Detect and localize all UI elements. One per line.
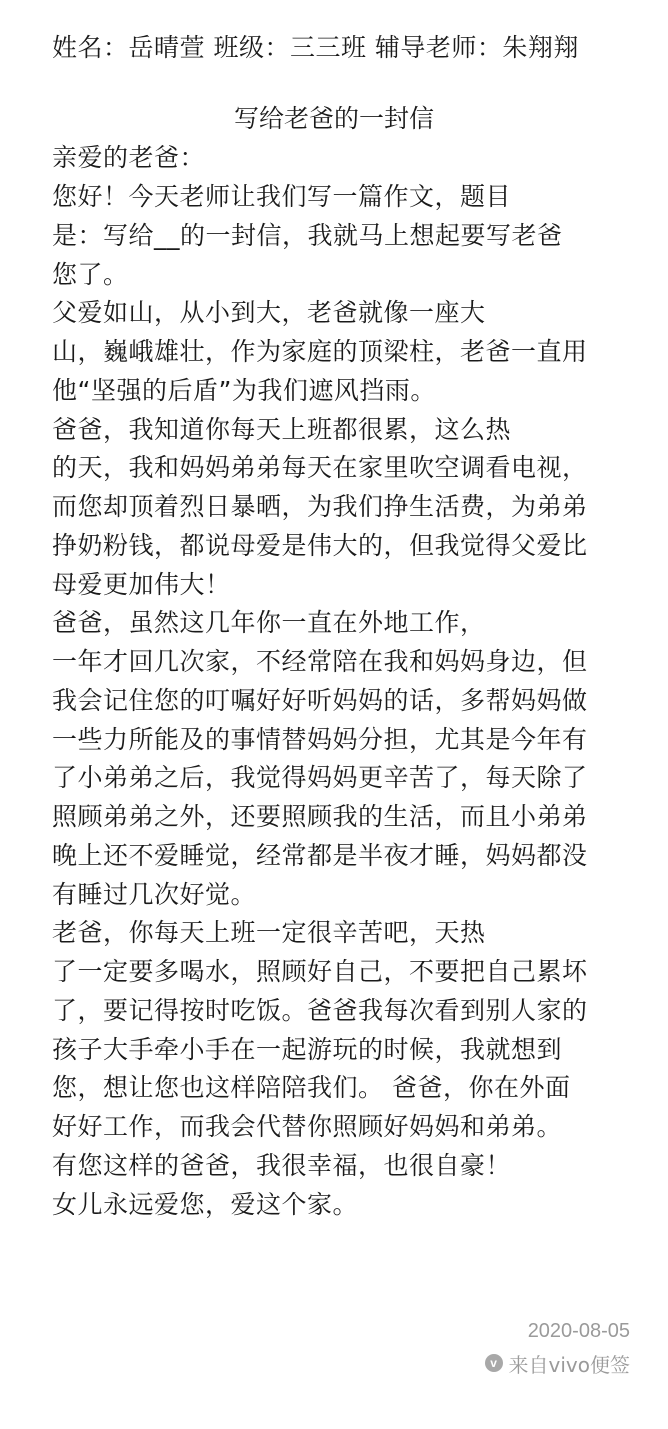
letter-line: 您好！今天老师让我们写一篇作文，题目 [52, 182, 512, 211]
letter-line: 爸爸，虽然这几年你一直在外地工作， [52, 608, 486, 637]
letter-line: 有睡过几次好觉。 [52, 880, 257, 909]
letter-line: 的天，我和妈妈弟弟每天在家里吹空调看电视， [52, 453, 588, 482]
letter-line: 一年才回几次家，不经常陪在我和妈妈身边，但 [52, 647, 588, 676]
letter-line: 了，要记得按时吃饭。爸爸我每次看到别人家的 [52, 996, 588, 1025]
vivo-logo-icon: v [485, 1354, 503, 1372]
note-source [485, 1350, 630, 1376]
letter-line: 您，想让您也这样陪陪我们。 爸爸，你在外面 [52, 1073, 571, 1102]
letter-title: 写给老爸的一封信 [233, 104, 434, 133]
letter-line: 您了。 [52, 260, 129, 289]
note-date: 2020-08-05 [527, 1320, 630, 1342]
letter-line: 父爱如山，从小到大，老爸就像一座大 [52, 298, 486, 327]
student-info-line: 姓名：岳晴萱 班级：三三班 辅导老师：朱翔翔 [52, 33, 579, 62]
letter-line: 老爸，你每天上班一定很辛苦吧，天热 [52, 918, 486, 947]
letter-line: 有您这样的爸爸，我很幸福，也很自豪！ [52, 1151, 512, 1180]
letter-line: 晚上还不爱睡觉，经常都是半夜才睡，妈妈都没 [52, 841, 588, 870]
letter-line: 一些力所能及的事情替妈妈分担，尤其是今年有 [52, 725, 588, 754]
letter-line: 挣奶粉钱，都说母爱是伟大的，但我觉得父爱比 [52, 531, 588, 560]
letter-line: 了小弟弟之后，我觉得妈妈更辛苦了，每天除了 [52, 763, 588, 792]
note-source-label: 来自vivo便签 [508, 1352, 630, 1377]
letter-line: 爸爸，我知道你每天上班都很累，这么热 [52, 415, 512, 444]
letter-line: 好好工作，而我会代替你照顾好妈妈和弟弟。 [52, 1112, 563, 1141]
letter-line: 孩子大手牵小手在一起游玩的时候，我就想到 [52, 1035, 563, 1064]
letter-salutation: 亲爱的老爸： [52, 143, 206, 172]
letter-line: 他“坚强的后盾”为我们遮风挡雨。 [52, 376, 436, 405]
letter-line: 了一定要多喝水，照顾好自己，不要把自己累坏 [52, 957, 588, 986]
letter-line: 我会记住您的叮嘱好好听妈妈的话，多帮妈妈做 [52, 686, 588, 715]
letter-line: 母爱更加伟大！ [52, 570, 231, 599]
letter-line: 是：写给__的一封信，我就马上想起要写老爸 [52, 221, 563, 250]
letter-line: 女儿永远爱您，爱这个家。 [52, 1190, 359, 1219]
letter-line: 山，巍峨雄壮，作为家庭的顶梁柱，老爸一直用 [52, 337, 588, 366]
letter-line: 照顾弟弟之外，还要照顾我的生活，而且小弟弟 [52, 802, 588, 831]
letter-line: 而您却顶着烈日暴晒，为我们挣生活费，为弟弟 [52, 492, 588, 521]
